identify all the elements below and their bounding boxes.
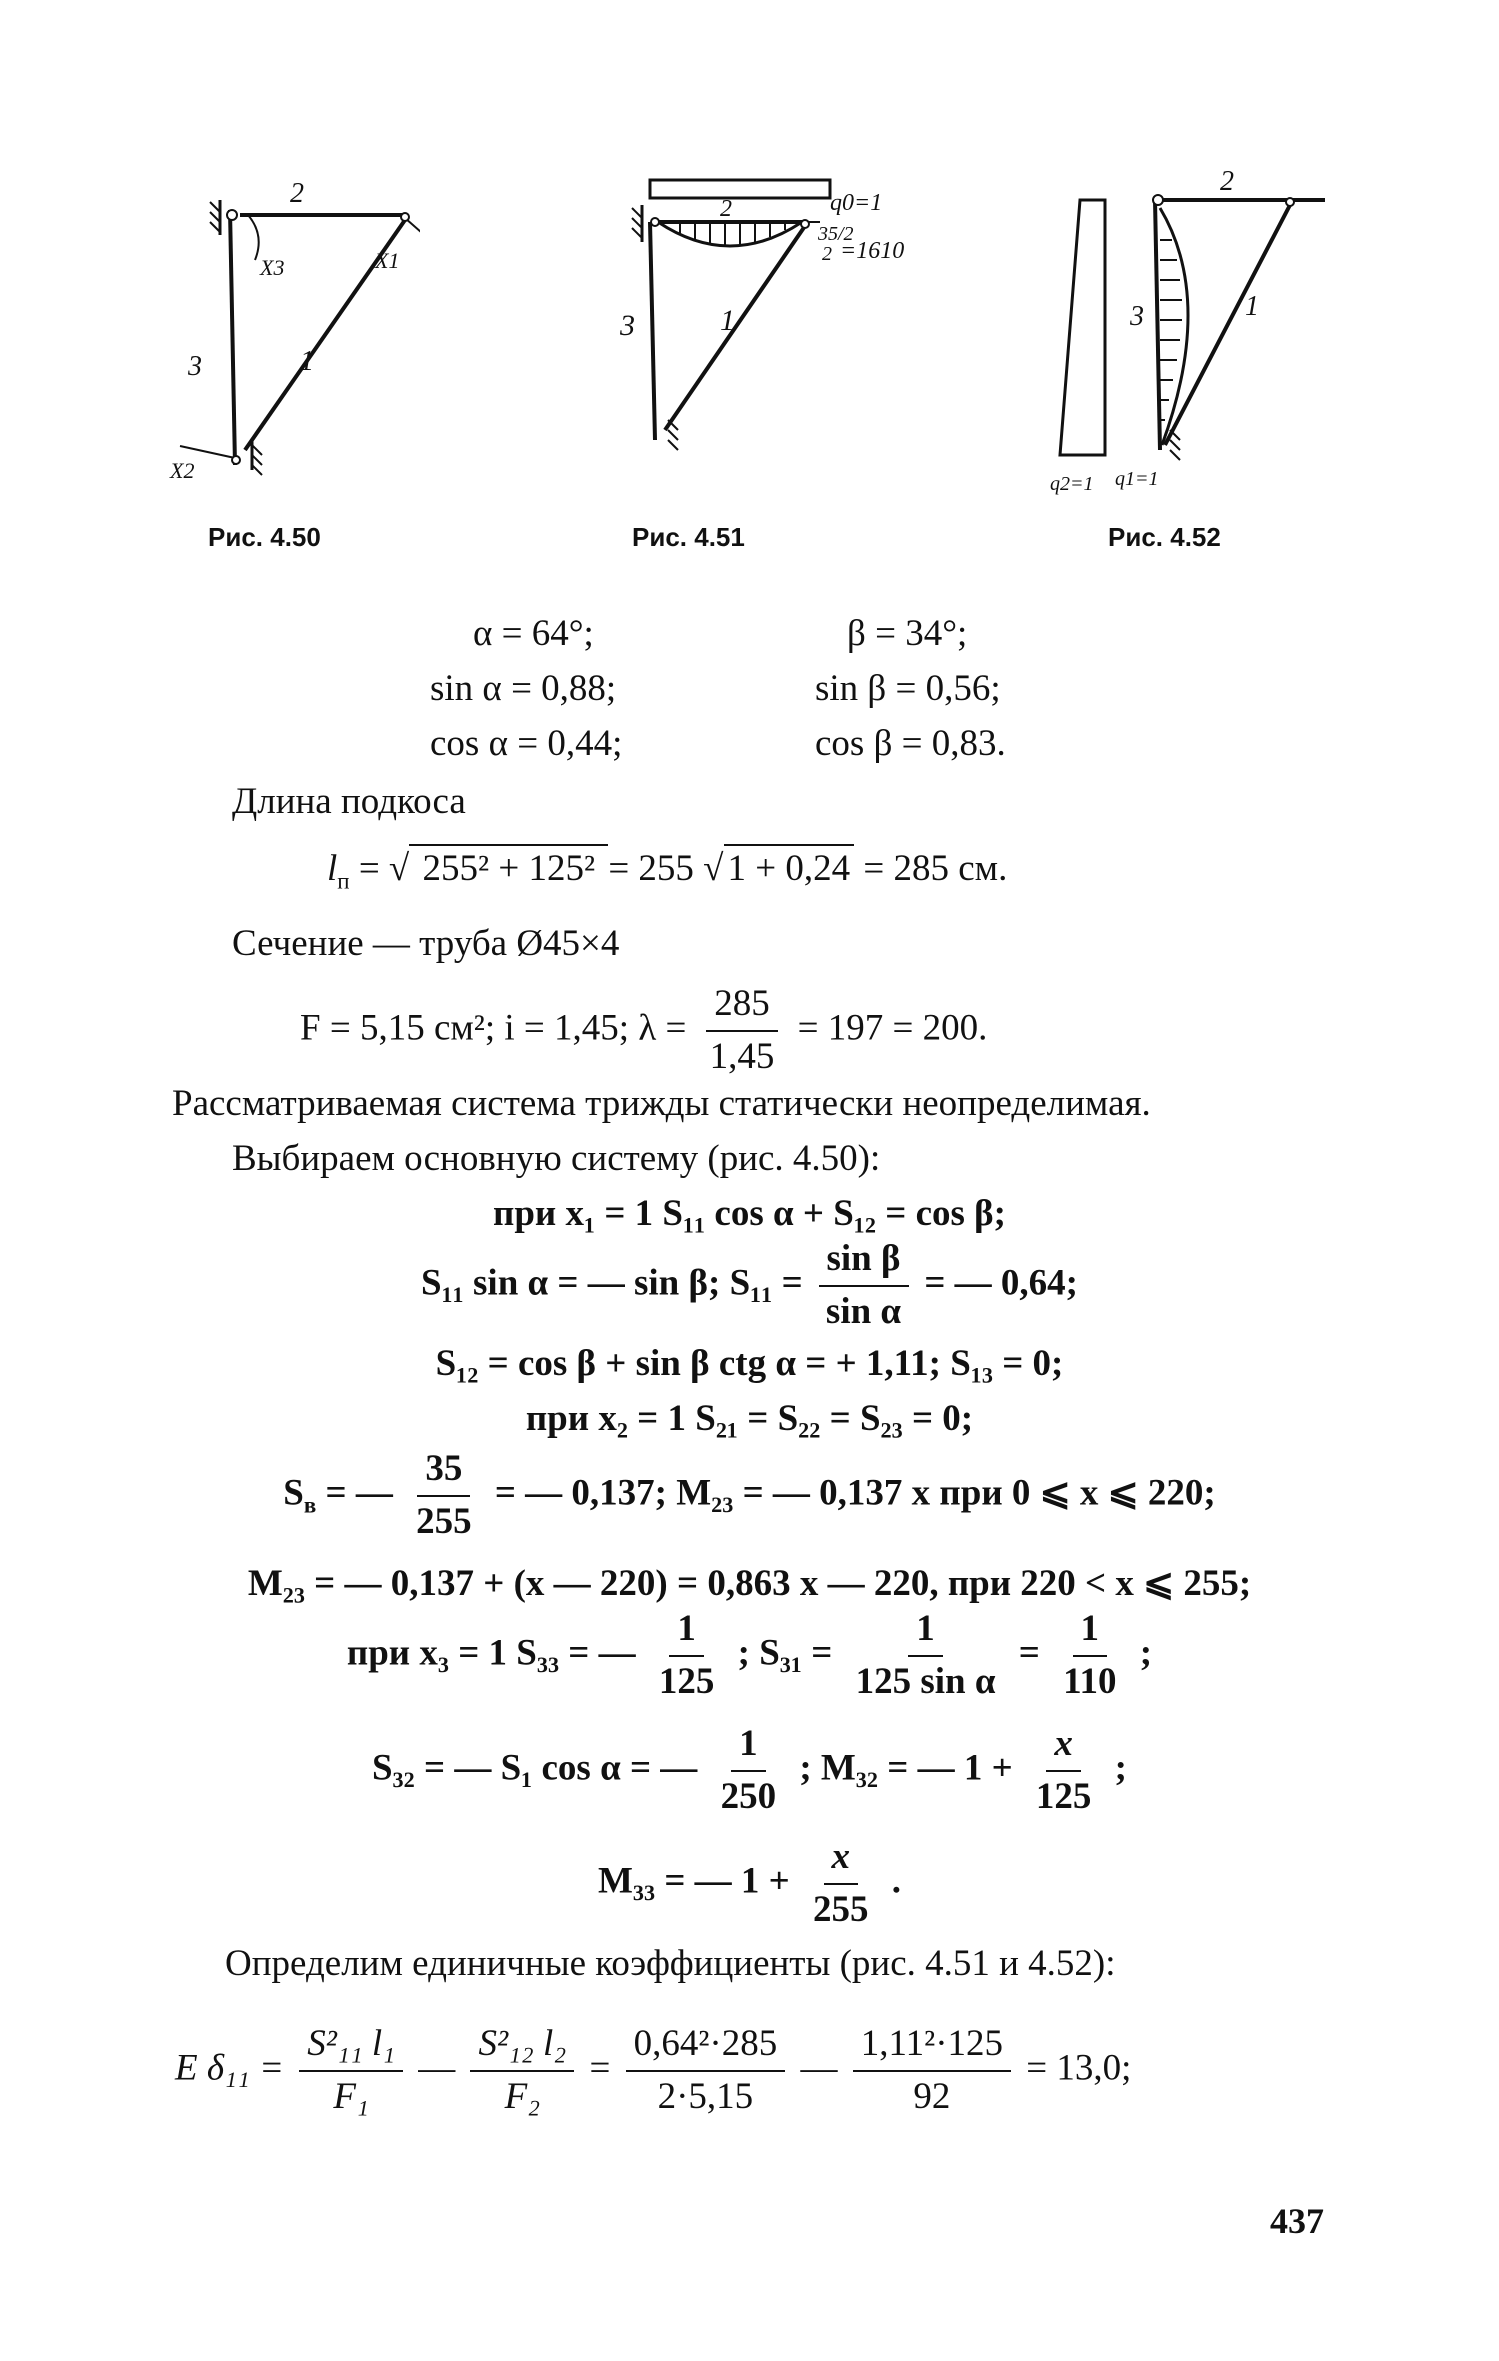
- eq-m33-b: .: [882, 1860, 902, 1902]
- label-load-num: 35/2: [818, 223, 854, 245]
- eq-x3: [0, 1610, 1499, 1702]
- eq-x2: при x₂ = 1 S₂₁ = S₂₂ = S₂₃ = 0;: [525, 1398, 974, 1439]
- label-load-den: 2: [822, 243, 832, 265]
- basic-system-text: Выбираем основную систему (рис. 4.50):: [232, 1138, 881, 1179]
- hinge: [227, 210, 237, 220]
- eq-delta-eq: =: [580, 2047, 620, 2089]
- eq-delta11: [175, 2025, 1131, 2117]
- eq-m32-den: 125: [1035, 1775, 1092, 1817]
- eq-m33-fraction: [805, 1838, 877, 1930]
- eq-sv-a: S: [283, 1472, 304, 1514]
- eq-s32-fraction: [713, 1725, 785, 1817]
- hinge: [801, 220, 809, 228]
- eq-delta-f3-num: 0,64²·285: [626, 2025, 786, 2072]
- strut-length-eq1: = √: [349, 848, 410, 889]
- label-member-2: 2: [290, 178, 304, 209]
- hinge: [401, 213, 409, 221]
- frame-diagram-4-51: [590, 160, 910, 460]
- eq-delta-f1: [299, 2025, 403, 2117]
- eq-delta-lhs: E δ₁₁ =: [175, 2047, 294, 2089]
- strut-length-heading: Длина подкоса: [232, 781, 466, 822]
- eq-sv-sub: в: [303, 1492, 317, 1518]
- section-text: Сечение — труба Ø45×4: [232, 923, 620, 964]
- section-params-prefix: F = 5,15 см²; i = 1,45; λ =: [300, 1007, 696, 1049]
- eq-delta-f3-den: 2·5,15: [657, 2075, 754, 2117]
- eq-m23: M₂₃ = — 0,137 + (x — 220) = 0,863 x — 220, при 220 < x ⩽ 255;: [247, 1563, 1252, 1604]
- strut-length-radicand1: 255² + 125²: [409, 844, 608, 889]
- eq-delta-f4-num: 1,11²·125: [853, 2025, 1011, 2072]
- eq-s31-num: 1: [908, 1610, 943, 1657]
- eq-m33: [0, 1838, 1499, 1930]
- label-member-3: 3: [1130, 301, 1144, 332]
- eq-s32-b: ; M₃₂ = — 1 +: [790, 1747, 1022, 1789]
- section-params: [300, 985, 987, 1077]
- unit-coeffs-text: Определим единичные коэффициенты (рис. 4.51 и 4.52):: [225, 1943, 1116, 1984]
- alpha-value: α = 64°;: [473, 613, 594, 654]
- label-member-3: 3: [188, 351, 202, 382]
- eq-s32: [0, 1725, 1499, 1817]
- eq-s31-result-fraction: [1055, 1610, 1124, 1702]
- strut-length-result: = 285 см.: [854, 848, 1008, 889]
- label-load-result: =1610: [840, 238, 905, 264]
- eq-s33-num: 1: [669, 1610, 704, 1657]
- eq-delta-f4: [853, 2025, 1011, 2117]
- eq-s11-num: sin β: [819, 1240, 909, 1287]
- eq-delta-minus2: —: [791, 2047, 847, 2089]
- page-number: 437: [1270, 2201, 1324, 2241]
- caption-4-52: Рис. 4.52: [1108, 522, 1221, 552]
- eq-s32-num: 1: [731, 1725, 766, 1772]
- eq-delta-result: = 13,0;: [1017, 2047, 1132, 2089]
- frame-diagram-4-50: [160, 160, 420, 500]
- label-member-3: 3: [620, 309, 635, 342]
- eq-m32-fraction: [1028, 1725, 1100, 1817]
- eq-s32-c: ;: [1105, 1747, 1127, 1789]
- label-member-1: 1: [300, 346, 314, 377]
- label-member-1: 1: [720, 304, 735, 337]
- eq-x3-a: при x₃ = 1 S₃₃ = —: [346, 1632, 645, 1674]
- strut-length-eq2: = 255 √: [608, 848, 724, 889]
- eq-x1: при x₁ = 1 S₁₁ cos α + S₁₂ = cos β;: [493, 1193, 1006, 1234]
- eq-delta-f2-num: S²₁₂ l₂: [470, 2025, 574, 2072]
- eq-s32-den: 250: [720, 1775, 777, 1817]
- eq-s31-result-num: 1: [1073, 1610, 1108, 1657]
- system-text: Рассматриваемая система трижды статически неопределимая.: [172, 1083, 1151, 1124]
- slenderness-den: 1,45: [709, 1035, 775, 1077]
- label-x2: X2: [170, 458, 195, 483]
- eq-delta-f2-den: F₂: [504, 2075, 541, 2117]
- cos-beta-value: cos β = 0,83.: [815, 723, 1006, 764]
- strut-length-formula: [327, 850, 1007, 893]
- eq-sv-c: = — 0,137; M₂₃ = — 0,137 x при 0 ⩽ x ⩽ 220;: [485, 1472, 1216, 1514]
- hinge: [651, 218, 659, 226]
- eq-s11-fraction: [818, 1240, 909, 1332]
- eq-s11-den: sin α: [825, 1290, 902, 1332]
- figure-4-50: [160, 160, 420, 500]
- label-member-2: 2: [720, 196, 732, 222]
- eq-sv-fraction: [408, 1450, 480, 1542]
- strut-length-radicand2: 1 + 0,24: [724, 844, 855, 889]
- figure-4-52: [1040, 160, 1340, 500]
- eq-s31-den: 125 sin α: [855, 1660, 996, 1702]
- strut-length-symbol: l: [327, 848, 338, 889]
- eq-delta-f1-num: S²₁₁ l₁: [299, 2025, 403, 2072]
- section-params-suffix: = 197 = 200.: [788, 1007, 988, 1049]
- caption-4-51: Рис. 4.51: [632, 522, 745, 552]
- eq-s32-a: S₃₂ = — S₁ cos α = —: [371, 1747, 707, 1789]
- hinge: [232, 456, 240, 464]
- eq-delta-f2: [470, 2025, 574, 2117]
- eq-delta-f4-den: 92: [913, 2075, 951, 2117]
- eq-m32-num: x: [1046, 1725, 1081, 1772]
- eq-delta-f1-den: F₁: [333, 2075, 369, 2117]
- label-q2: q2=1: [1050, 473, 1094, 495]
- eq-s11: [0, 1240, 1499, 1332]
- label-member-1: 1: [1245, 291, 1259, 322]
- label-x1: X1: [375, 248, 400, 273]
- eq-sv-num: 35: [417, 1450, 470, 1497]
- frame-diagram-4-52: [1040, 160, 1340, 500]
- eq-s31-fraction: [848, 1610, 1004, 1702]
- label-q0: q0=1: [830, 190, 883, 216]
- eq-s12: S₁₂ = cos β + sin β ctg α = + 1,11; S₁₃ = 0;: [435, 1343, 1064, 1384]
- eq-s11-a: S₁₁ sin α = — sin β; S₁₁ =: [421, 1262, 812, 1304]
- eq-x3-c: =: [1009, 1632, 1050, 1674]
- eq-sv: [0, 1450, 1499, 1542]
- cos-alpha-value: cos α = 0,44;: [430, 723, 623, 764]
- eq-x3-d: ;: [1130, 1632, 1153, 1674]
- sin-beta-value: sin β = 0,56;: [815, 668, 1001, 709]
- eq-m33-num: x: [824, 1838, 859, 1885]
- eq-delta-minus1: —: [408, 2047, 465, 2089]
- label-member-2: 2: [1220, 166, 1234, 197]
- slenderness-num: 285: [706, 985, 778, 1032]
- label-x3: X3: [260, 255, 285, 280]
- hinge: [1286, 198, 1294, 206]
- eq-s33-den: 125: [658, 1660, 715, 1702]
- slenderness-fraction: [702, 985, 783, 1077]
- eq-sv-b: = —: [316, 1472, 403, 1514]
- beta-value: β = 34°;: [847, 613, 968, 654]
- eq-m33-a: M₃₃ = — 1 +: [597, 1860, 800, 1902]
- eq-s31-result-den: 110: [1063, 1660, 1117, 1702]
- label-q1: q1=1: [1115, 468, 1159, 490]
- strut-length-subscript: п: [337, 868, 350, 894]
- eq-s33-fraction: [651, 1610, 723, 1702]
- hinge: [1153, 195, 1163, 205]
- eq-delta-f3: [626, 2025, 786, 2117]
- eq-s11-b: = — 0,64;: [915, 1262, 1078, 1304]
- eq-m33-den: 255: [813, 1888, 869, 1930]
- eq-x3-b: ; S₃₁ =: [728, 1632, 842, 1674]
- eq-sv-den: 255: [416, 1500, 472, 1542]
- figure-4-51: [590, 160, 910, 460]
- sin-alpha-value: sin α = 0,88;: [430, 668, 617, 709]
- caption-4-50: Рис. 4.50: [208, 522, 321, 552]
